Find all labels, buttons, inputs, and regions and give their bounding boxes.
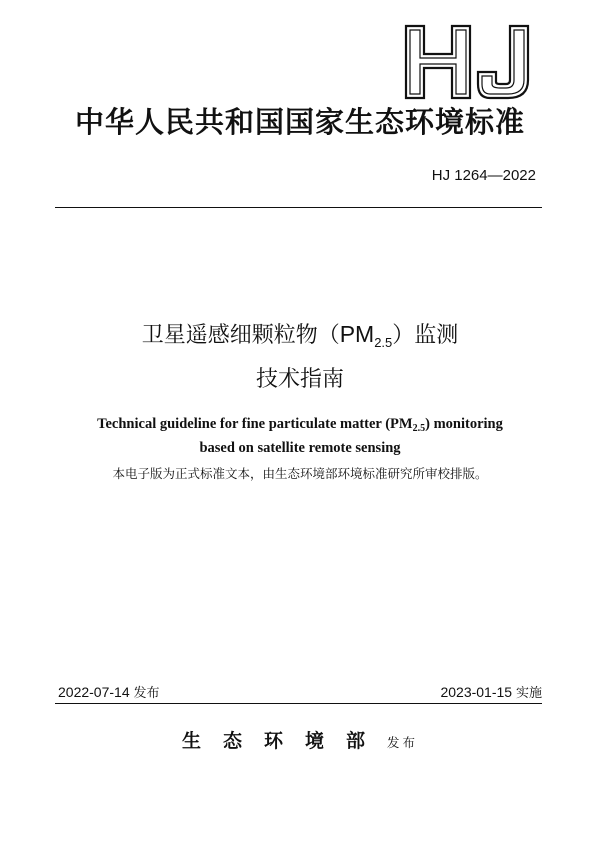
title-cn-line1-after: ）监测 <box>392 323 459 348</box>
title-cn-line1 <box>0 318 600 354</box>
title-cn-pm: PM <box>339 321 375 347</box>
top-divider <box>55 207 542 208</box>
title-en-line1-before: Technical guideline for fine particulate matter (PM <box>97 416 413 432</box>
issuer-suffix: 发布 <box>387 735 419 750</box>
issue-date <box>58 683 160 703</box>
title-en-line2: based on satellite remote sensing <box>199 440 401 456</box>
title-cn-line1-before: 卫星遥感细颗粒物（ <box>141 323 340 348</box>
bottom-divider <box>55 703 542 704</box>
effective-date <box>440 683 542 703</box>
effective-date-label: 实施 <box>515 686 542 701</box>
standard-number: HJ 1264—2022 <box>431 167 536 184</box>
title-en-line1 <box>0 414 600 436</box>
issue-date-value: 2022-07-14 <box>58 684 130 700</box>
standard-body-title: 中华人民共和国国家生态环境标准 <box>74 105 525 139</box>
hj-logo-letter-h <box>406 26 470 98</box>
hj-logo-letter-j <box>478 26 528 98</box>
title-cn-line2: 技术指南 <box>255 367 344 392</box>
issue-date-label: 发布 <box>133 686 160 701</box>
hj-logo <box>404 24 534 100</box>
title-en-pm-subscript: 2.5 <box>412 423 426 434</box>
title-cn-pm-subscript: 2.5 <box>374 335 393 350</box>
edition-note: 本电子版为正式标准文本，由生态环境部环境标准研究所审校排版。 <box>112 466 488 481</box>
effective-date-value: 2023-01-15 <box>440 684 513 700</box>
issuer <box>0 728 600 756</box>
title-en-line1-after: ) monitoring <box>425 416 503 432</box>
issuer-name: 生态环境部 <box>181 730 387 752</box>
